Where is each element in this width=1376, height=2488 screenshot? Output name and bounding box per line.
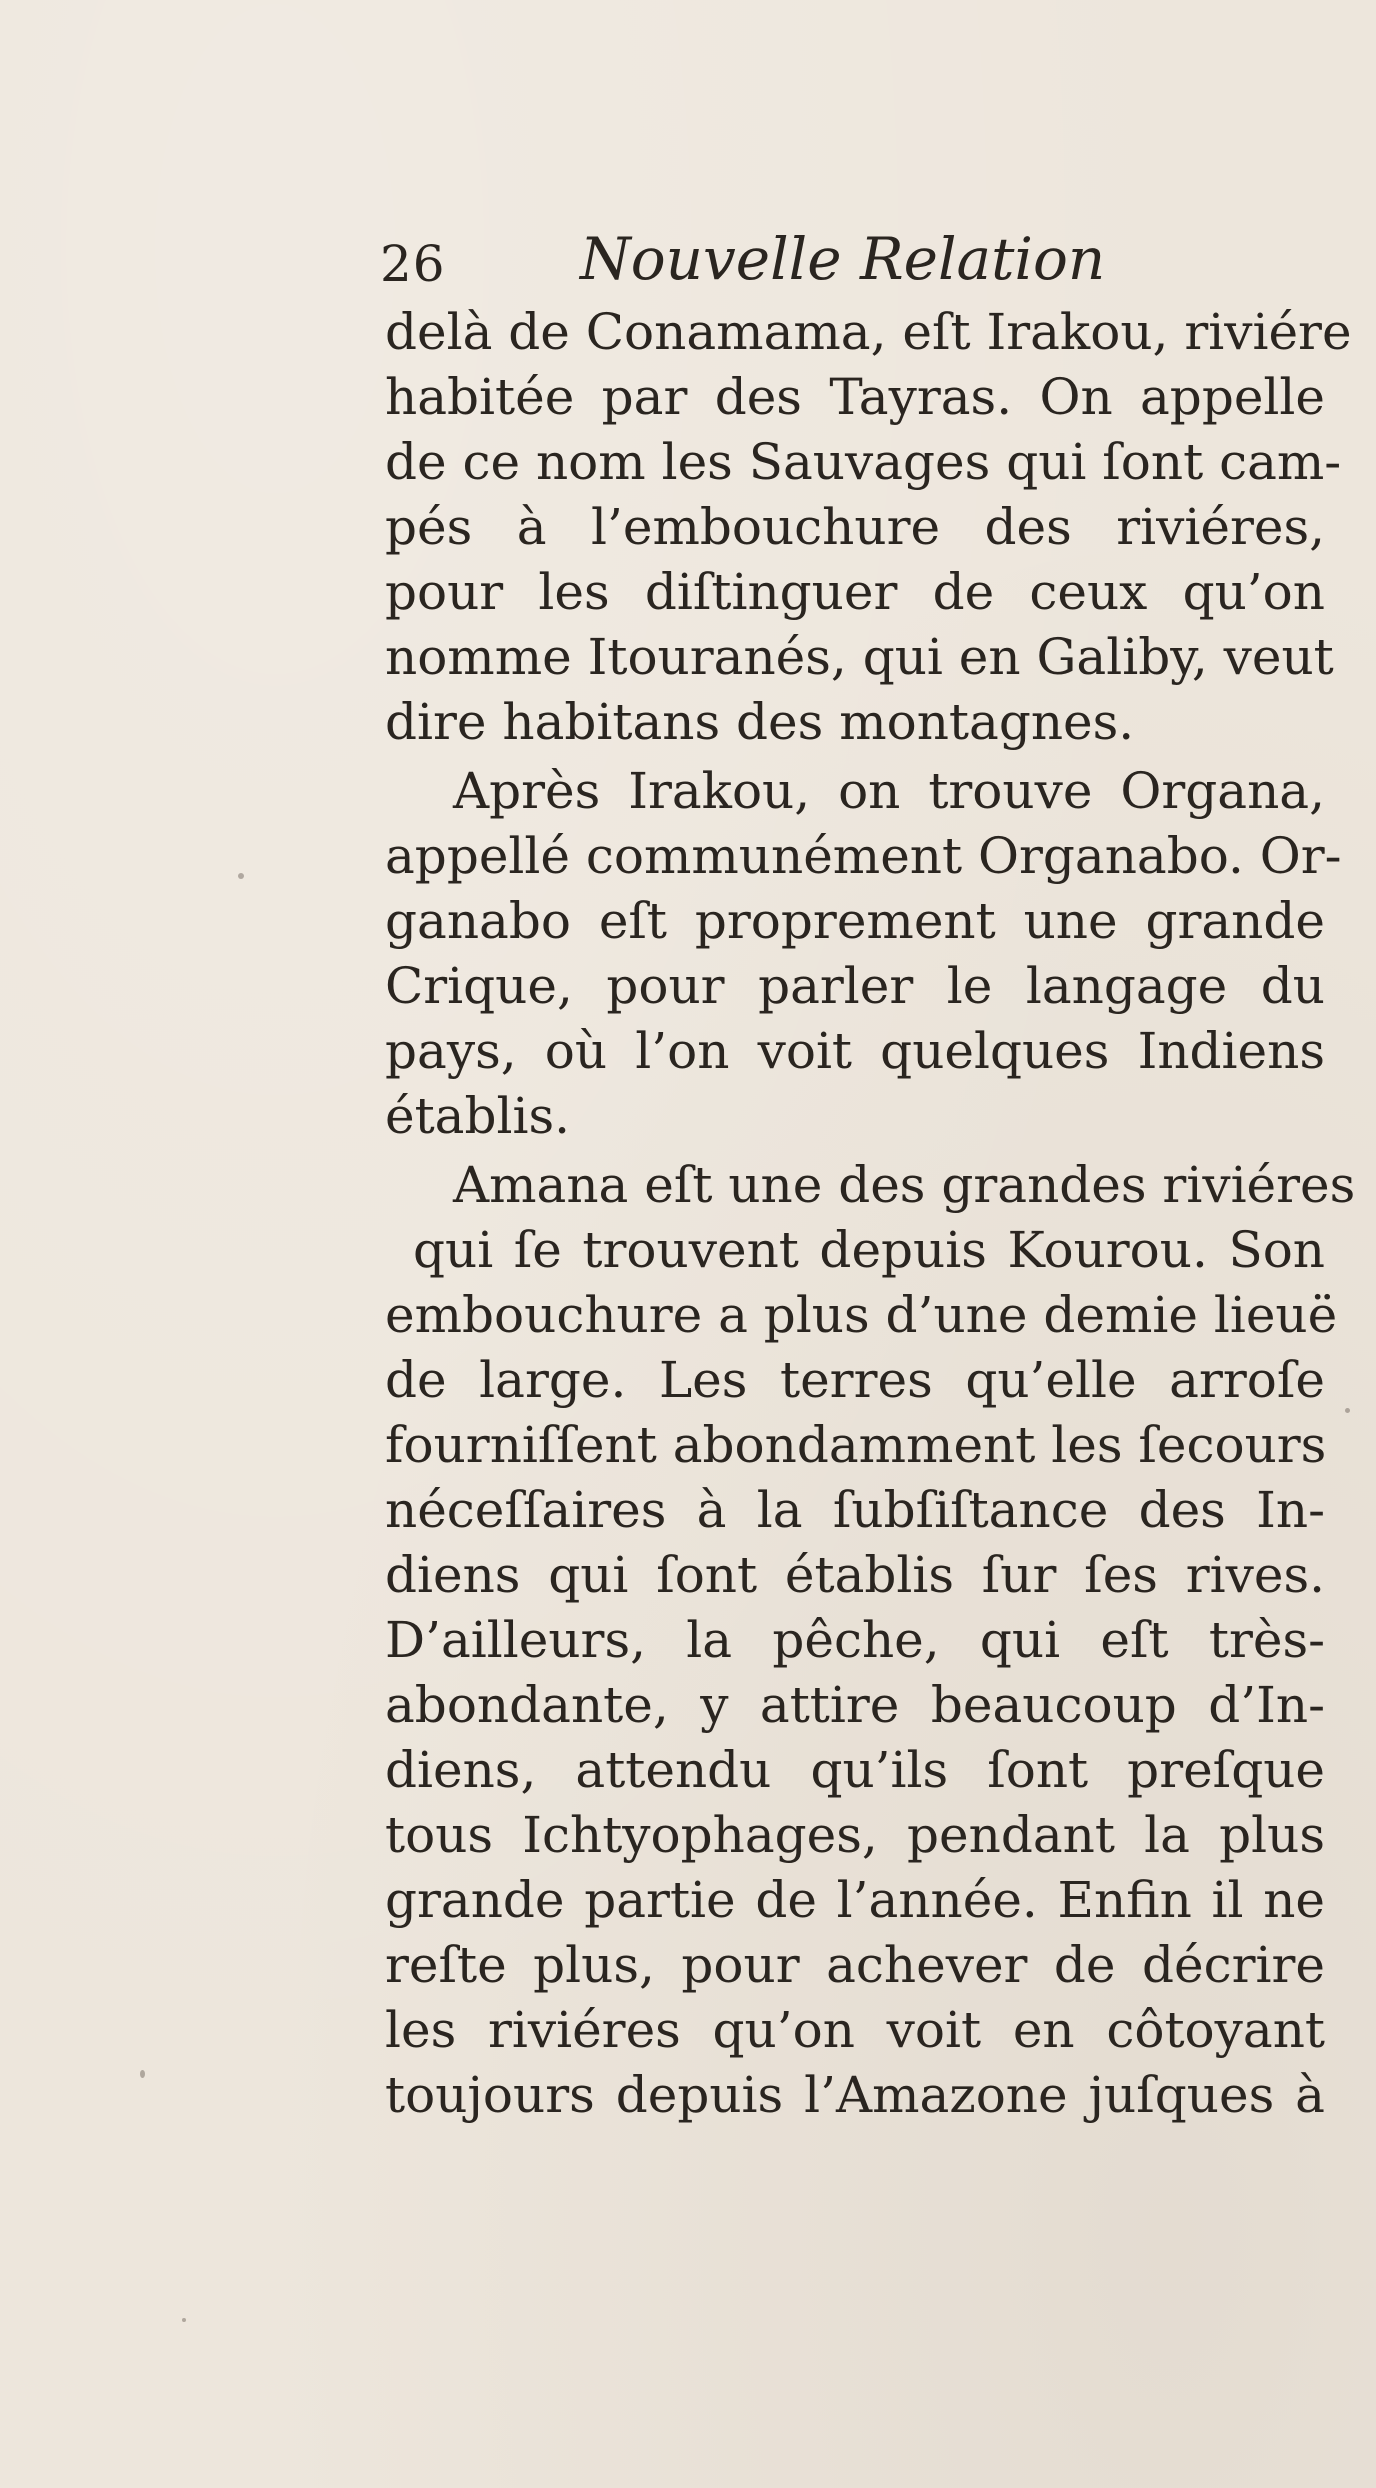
text-line: établis. — [385, 1087, 571, 1145]
paper-speck — [1345, 1408, 1350, 1413]
paper-speck — [140, 2070, 145, 2078]
text-line: diens qui ſont établis ſur ſes rives. — [385, 1546, 1325, 1604]
running-head — [380, 225, 1330, 295]
text-line: dire habitans des montagnes. — [385, 693, 1135, 751]
text-line: néceſſaires à la ſubſiſtance des In- — [385, 1481, 1325, 1539]
text-line: fourniſſent abondamment les ſecours — [385, 1416, 1327, 1474]
paper-speck — [238, 873, 244, 879]
text-line: delà de Conamama, eſt Irakou, riviére — [385, 303, 1352, 361]
text-line: qui ſe trouvent depuis Kourou. Son — [413, 1221, 1325, 1279]
running-title: Nouvelle Relation — [580, 225, 1106, 293]
text-line: pays, où l’on voit quelques Indiens — [385, 1022, 1325, 1080]
text-line: Crique, pour parler le langage du — [385, 957, 1325, 1015]
text-line: appellé communément Organabo. Or- — [385, 827, 1342, 885]
text-line: toujours depuis l’Amazone juſques à — [385, 2066, 1325, 2124]
text-line: reſte plus, pour achever de décrire — [385, 1936, 1325, 1994]
text-line: embouchure a plus d’une demie lieuë — [385, 1286, 1338, 1344]
text-line: tous Ichtyophages, pendant la plus — [385, 1806, 1325, 1864]
text-line: pour les diſtinguer de ceux qu’on — [385, 563, 1325, 621]
text-line: ganabo eſt proprement une grande — [385, 892, 1325, 950]
text-line: nomme Itouranés, qui en Galiby, veut — [385, 628, 1334, 686]
text-line: Amana eſt une des grandes riviéres — [453, 1156, 1356, 1214]
body-text — [385, 300, 1356, 2128]
text-line: de large. Les terres qu’elle arroſe — [385, 1351, 1325, 1409]
page-number: 26 — [380, 235, 446, 293]
paper-speck — [182, 2318, 186, 2322]
text-line: diens, attendu qu’ils ſont preſque — [385, 1741, 1325, 1799]
text-line: D’ailleurs, la pêche, qui eſt très- — [385, 1611, 1325, 1669]
text-line: de ce nom les Sauvages qui ſont cam- — [385, 433, 1342, 491]
text-line: les riviéres qu’on voit en côtoyant — [385, 2001, 1325, 2059]
text-line: Après Irakou, on trouve Organa, — [453, 762, 1325, 820]
text-line: abondante, y attire beaucoup d’In- — [385, 1676, 1325, 1734]
text-line: habitée par des Tayras. On appelle — [385, 368, 1325, 426]
text-line: grande partie de l’année. Enfin il ne — [385, 1871, 1325, 1929]
text-line: pés à l’embouchure des riviéres, — [385, 498, 1325, 556]
